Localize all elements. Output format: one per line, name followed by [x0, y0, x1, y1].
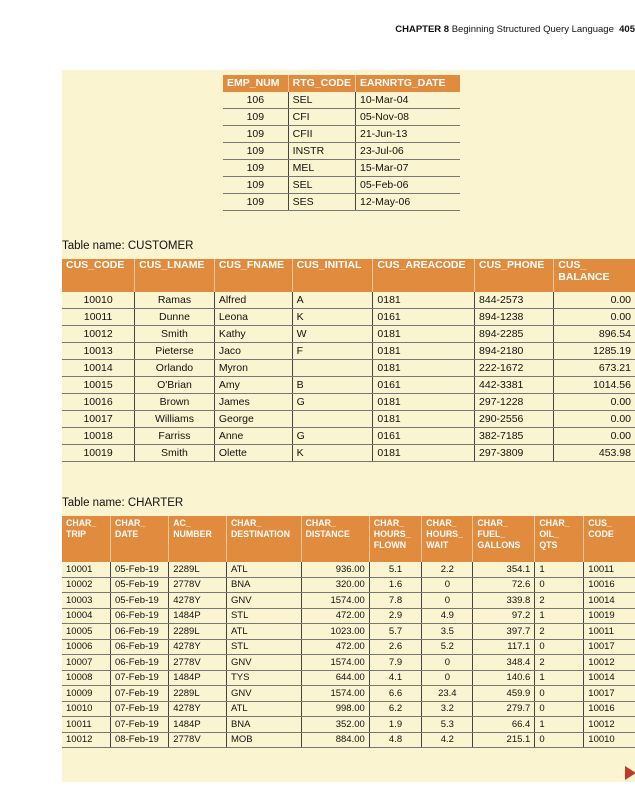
emp_rating-cell: 05-Nov-08 [356, 109, 461, 126]
charter-row [62, 639, 635, 655]
customer-cell: Alfred [214, 292, 292, 309]
customer-cell: 10011 [62, 309, 135, 326]
customer-body [62, 292, 635, 462]
charter-body [62, 562, 635, 748]
emp_rating-col-header: RTG_CODE [288, 75, 355, 92]
chapter-title: Beginning Structured Query Language [451, 24, 614, 35]
customer-row [62, 343, 635, 360]
charter-row [62, 577, 635, 593]
emp_rating-row [223, 143, 460, 160]
charter-cell: ATL [226, 624, 301, 640]
charter-cell: 2289L [169, 686, 227, 702]
page-header [395, 24, 635, 35]
customer-cell: W [292, 326, 373, 343]
charter-caption: Table name: CHARTER [62, 497, 184, 509]
charter-cell: 05-Feb-19 [110, 562, 168, 577]
charter-cell: 1574.00 [301, 686, 369, 702]
charter-cell: 06-Feb-19 [110, 655, 168, 671]
customer-cell [292, 360, 373, 377]
charter-col-header: CHAR_ DISTANCE [301, 516, 369, 562]
charter-cell: 2.9 [369, 608, 421, 624]
emp-rating-body [223, 92, 460, 211]
charter-cell: 97.2 [473, 608, 535, 624]
charter-row [62, 732, 635, 748]
charter-cell: 6.6 [369, 686, 421, 702]
charter-cell: 2289L [169, 624, 227, 640]
customer-col-header: CUS_FNAME [214, 259, 292, 292]
customer-cell: Jaco [214, 343, 292, 360]
charter-cell: 1 [535, 562, 584, 577]
charter-cell: 2778V [169, 655, 227, 671]
customer-cell: Smith [135, 445, 215, 462]
charter-cell: 0 [422, 670, 473, 686]
customer-cell: 0161 [373, 377, 475, 394]
customer-caption: Table name: CUSTOMER [62, 240, 194, 252]
emp_rating-cell: 109 [223, 143, 288, 160]
charter-cell: 07-Feb-19 [110, 670, 168, 686]
customer-cell: 10018 [62, 428, 135, 445]
customer-cell: 0181 [373, 394, 475, 411]
customer-cell: 1014.56 [554, 377, 635, 394]
customer-cell: 382-7185 [475, 428, 554, 445]
charter-cell: 117.1 [473, 639, 535, 655]
customer-cell: 0181 [373, 326, 475, 343]
charter-cell: 0 [535, 732, 584, 748]
customer-cell: Leona [214, 309, 292, 326]
charter-cell: 0 [422, 655, 473, 671]
charter-cell: 3.5 [422, 624, 473, 640]
emp_rating-cell: 12-May-06 [356, 194, 461, 211]
charter-cell: 7.9 [369, 655, 421, 671]
emp_rating-col-header: EARNRTG_DATE [356, 75, 461, 92]
charter-cell: 10003 [62, 593, 110, 609]
charter-cell: 10012 [584, 717, 635, 733]
charter-row [62, 562, 635, 577]
charter-col-header: CHAR_ HOURS_ WAIT [422, 516, 473, 562]
charter-cell: 10010 [584, 732, 635, 748]
charter-cell: BNA [226, 577, 301, 593]
charter-row [62, 655, 635, 671]
charter-cell: 936.00 [301, 562, 369, 577]
charter-cell: 5.1 [369, 562, 421, 577]
charter-cell: 884.00 [301, 732, 369, 748]
customer-cell: Myron [214, 360, 292, 377]
customer-cell: 0.00 [554, 309, 635, 326]
charter-cell: 2.2 [422, 562, 473, 577]
charter-cell: ATL [226, 701, 301, 717]
charter-cell: 7.8 [369, 593, 421, 609]
customer-cell: 844-2573 [475, 292, 554, 309]
customer-row [62, 377, 635, 394]
customer-cell: G [292, 428, 373, 445]
charter-cell: 5.7 [369, 624, 421, 640]
charter-cell: 10016 [584, 577, 635, 593]
emp_rating-cell: 109 [223, 194, 288, 211]
emp_rating-row [223, 194, 460, 211]
charter-cell: 10019 [584, 608, 635, 624]
customer-row [62, 428, 635, 445]
customer-cell: 894-2285 [475, 326, 554, 343]
customer-cell: 10017 [62, 411, 135, 428]
customer-col-header: CUS_CODE [62, 259, 135, 292]
charter-cell: GNV [226, 686, 301, 702]
emp_rating-cell: SES [288, 194, 355, 211]
charter-cell: 4.2 [422, 732, 473, 748]
customer-cell: 0.00 [554, 292, 635, 309]
emp_rating-cell: 10-Mar-04 [356, 92, 461, 109]
charter-cell: 1574.00 [301, 655, 369, 671]
emp_rating-cell: CFI [288, 109, 355, 126]
charter-cell: 10004 [62, 608, 110, 624]
customer-cell: 0161 [373, 309, 475, 326]
customer-cell: 0181 [373, 411, 475, 428]
customer-cell: Ramas [135, 292, 215, 309]
customer-cell: 10014 [62, 360, 135, 377]
charter-cell: 10002 [62, 577, 110, 593]
charter-cell: 2 [535, 624, 584, 640]
charter-row [62, 624, 635, 640]
customer-cell: Pieterse [135, 343, 215, 360]
customer-cell: Dunne [135, 309, 215, 326]
charter-cell: 10009 [62, 686, 110, 702]
emp-rating-table [223, 75, 460, 211]
charter-cell: 10017 [584, 639, 635, 655]
customer-cell: Williams [135, 411, 215, 428]
next-page-arrow-icon[interactable] [625, 766, 635, 780]
charter-cell: 2289L [169, 562, 227, 577]
charter-cell: 2.6 [369, 639, 421, 655]
customer-cell: 222-1672 [475, 360, 554, 377]
customer-cell: 673.21 [554, 360, 635, 377]
charter-cell: 6.2 [369, 701, 421, 717]
charter-cell: 215.1 [473, 732, 535, 748]
charter-cell: 459.9 [473, 686, 535, 702]
customer-cell: 442-3381 [475, 377, 554, 394]
customer-cell: K [292, 309, 373, 326]
charter-cell: GNV [226, 655, 301, 671]
charter-cell: 10014 [584, 670, 635, 686]
customer-col-header: CUS_INITIAL [292, 259, 373, 292]
customer-cell: 10015 [62, 377, 135, 394]
charter-cell: 10010 [62, 701, 110, 717]
charter-cell: ATL [226, 562, 301, 577]
charter-col-header: CUS_ CODE [584, 516, 635, 562]
charter-cell: 0 [535, 701, 584, 717]
charter-col-header: CHAR_ HOURS_ FLOWN [369, 516, 421, 562]
charter-col-header: CHAR_ FUEL_ GALLONS [473, 516, 535, 562]
charter-cell: 1.9 [369, 717, 421, 733]
charter-row [62, 670, 635, 686]
customer-cell: 10010 [62, 292, 135, 309]
charter-col-header: CHAR_ DESTINATION [226, 516, 301, 562]
customer-cell: 297-3809 [475, 445, 554, 462]
charter-cell: 1.6 [369, 577, 421, 593]
customer-cell: Orlando [135, 360, 215, 377]
customer-cell: 0.00 [554, 394, 635, 411]
customer-cell: Kathy [214, 326, 292, 343]
charter-cell: 06-Feb-19 [110, 639, 168, 655]
emp_rating-cell: 23-Jul-06 [356, 143, 461, 160]
charter-cell: 10006 [62, 639, 110, 655]
emp_rating-cell: MEL [288, 160, 355, 177]
charter-cell: 397.7 [473, 624, 535, 640]
charter-cell: 05-Feb-19 [110, 593, 168, 609]
charter-cell: 05-Feb-19 [110, 577, 168, 593]
charter-col-header: CHAR_ OIL_ QTS [535, 516, 584, 562]
charter-row [62, 717, 635, 733]
emp_rating-cell: SEL [288, 177, 355, 194]
customer-cell: 10013 [62, 343, 135, 360]
charter-cell: 07-Feb-19 [110, 686, 168, 702]
charter-cell: 1023.00 [301, 624, 369, 640]
charter-col-header: AC_ NUMBER [169, 516, 227, 562]
charter-cell: 0 [535, 686, 584, 702]
charter-cell: 1574.00 [301, 593, 369, 609]
charter-cell: 2 [535, 655, 584, 671]
customer-col-header: CUS_LNAME [135, 259, 215, 292]
customer-row [62, 360, 635, 377]
charter-cell: 3.2 [422, 701, 473, 717]
charter-row [62, 593, 635, 609]
charter-cell: 10005 [62, 624, 110, 640]
customer-cell: 0.00 [554, 411, 635, 428]
customer-cell: 453.98 [554, 445, 635, 462]
charter-cell: 1 [535, 608, 584, 624]
charter-cell: 10001 [62, 562, 110, 577]
charter-cell: 1484P [169, 717, 227, 733]
customer-row [62, 394, 635, 411]
charter-cell: 5.2 [422, 639, 473, 655]
charter-cell: 07-Feb-19 [110, 717, 168, 733]
charter-row [62, 701, 635, 717]
customer-cell: F [292, 343, 373, 360]
customer-cell: George [214, 411, 292, 428]
customer-cell: Olette [214, 445, 292, 462]
emp_rating-row [223, 160, 460, 177]
charter-cell: 10012 [584, 655, 635, 671]
charter-cell: 0 [422, 577, 473, 593]
customer-cell: 894-2180 [475, 343, 554, 360]
customer-col-header: CUS_PHONE [475, 259, 554, 292]
customer-cell: Anne [214, 428, 292, 445]
emp_rating-cell: CFII [288, 126, 355, 143]
customer-header-row [62, 259, 635, 292]
charter-cell: 998.00 [301, 701, 369, 717]
charter-cell: 06-Feb-19 [110, 608, 168, 624]
charter-cell: 472.00 [301, 639, 369, 655]
charter-cell: STL [226, 639, 301, 655]
charter-cell: 0 [535, 577, 584, 593]
emp_rating-col-header: EMP_NUM [223, 75, 288, 92]
charter-cell: 23.4 [422, 686, 473, 702]
charter-cell: 279.7 [473, 701, 535, 717]
customer-cell: 10019 [62, 445, 135, 462]
charter-cell: 2 [535, 593, 584, 609]
charter-cell: 4.9 [422, 608, 473, 624]
customer-cell: 0181 [373, 343, 475, 360]
charter-cell: 2778V [169, 577, 227, 593]
customer-cell: 10012 [62, 326, 135, 343]
customer-cell: G [292, 394, 373, 411]
customer-cell: 894-1238 [475, 309, 554, 326]
charter-col-header: CHAR_ TRIP [62, 516, 110, 562]
customer-cell: 290-2556 [475, 411, 554, 428]
emp-rating-header-row [223, 75, 460, 92]
charter-cell: 140.6 [473, 670, 535, 686]
emp_rating-cell: 109 [223, 126, 288, 143]
customer-col-header: CUS_ BALANCE [554, 259, 635, 292]
emp_rating-cell: 109 [223, 160, 288, 177]
customer-cell: 896.54 [554, 326, 635, 343]
charter-cell: 10016 [584, 701, 635, 717]
charter-cell: 0 [535, 639, 584, 655]
charter-cell: 1484P [169, 670, 227, 686]
chapter-label: CHAPTER 8 [395, 24, 450, 35]
charter-cell: 66.4 [473, 717, 535, 733]
customer-cell: 0.00 [554, 428, 635, 445]
charter-cell: 07-Feb-19 [110, 701, 168, 717]
customer-cell: Farriss [135, 428, 215, 445]
charter-cell: 472.00 [301, 608, 369, 624]
charter-cell: 4.1 [369, 670, 421, 686]
charter-cell: 06-Feb-19 [110, 624, 168, 640]
charter-col-header: CHAR_ DATE [110, 516, 168, 562]
charter-cell: 08-Feb-19 [110, 732, 168, 748]
emp_rating-row [223, 92, 460, 109]
customer-cell: B [292, 377, 373, 394]
emp_rating-cell: 106 [223, 92, 288, 109]
charter-cell: BNA [226, 717, 301, 733]
customer-cell: 1285.19 [554, 343, 635, 360]
customer-cell: 0161 [373, 428, 475, 445]
charter-cell: 10011 [62, 717, 110, 733]
customer-col-header: CUS_AREACODE [373, 259, 475, 292]
customer-cell: 0181 [373, 445, 475, 462]
charter-cell: GNV [226, 593, 301, 609]
charter-cell: 4.8 [369, 732, 421, 748]
customer-cell: 10016 [62, 394, 135, 411]
charter-row [62, 608, 635, 624]
charter-cell: 644.00 [301, 670, 369, 686]
charter-cell: 10012 [62, 732, 110, 748]
charter-row [62, 686, 635, 702]
customer-cell: K [292, 445, 373, 462]
customer-cell: Amy [214, 377, 292, 394]
customer-cell: 297-1228 [475, 394, 554, 411]
charter-cell: 1484P [169, 608, 227, 624]
charter-cell: 72.6 [473, 577, 535, 593]
charter-cell: 354.1 [473, 562, 535, 577]
customer-cell: 0181 [373, 360, 475, 377]
charter-cell: 1 [535, 670, 584, 686]
customer-row [62, 326, 635, 343]
customer-row [62, 309, 635, 326]
charter-cell: 352.00 [301, 717, 369, 733]
charter-cell: 348.4 [473, 655, 535, 671]
emp_rating-cell: 15-Mar-07 [356, 160, 461, 177]
customer-table [62, 259, 635, 462]
customer-row [62, 445, 635, 462]
customer-row [62, 292, 635, 309]
emp_rating-cell: 109 [223, 109, 288, 126]
charter-cell: 10011 [584, 562, 635, 577]
charter-cell: 10007 [62, 655, 110, 671]
emp_rating-row [223, 109, 460, 126]
charter-cell: 10008 [62, 670, 110, 686]
charter-cell: TYS [226, 670, 301, 686]
customer-cell: 0181 [373, 292, 475, 309]
emp_rating-cell: 05-Feb-06 [356, 177, 461, 194]
emp_rating-row [223, 126, 460, 143]
charter-cell: 10014 [584, 593, 635, 609]
charter-cell: 5.3 [422, 717, 473, 733]
customer-cell: O'Brian [135, 377, 215, 394]
charter-cell: 4278Y [169, 593, 227, 609]
customer-cell: James [214, 394, 292, 411]
customer-row [62, 411, 635, 428]
charter-cell: 2778V [169, 732, 227, 748]
charter-cell: 1 [535, 717, 584, 733]
charter-cell: MOB [226, 732, 301, 748]
charter-header-row [62, 516, 635, 562]
charter-table [62, 516, 635, 748]
charter-cell: 0 [422, 593, 473, 609]
page-number: 405 [619, 24, 635, 35]
charter-cell: 339.8 [473, 593, 535, 609]
customer-cell [292, 411, 373, 428]
charter-cell: STL [226, 608, 301, 624]
emp_rating-cell: INSTR [288, 143, 355, 160]
charter-cell: 10017 [584, 686, 635, 702]
emp_rating-cell: SEL [288, 92, 355, 109]
charter-cell: 4278Y [169, 701, 227, 717]
customer-cell: Smith [135, 326, 215, 343]
emp_rating-cell: 21-Jun-13 [356, 126, 461, 143]
customer-cell: A [292, 292, 373, 309]
customer-cell: Brown [135, 394, 215, 411]
charter-cell: 10011 [584, 624, 635, 640]
emp_rating-row [223, 177, 460, 194]
charter-cell: 4278Y [169, 639, 227, 655]
charter-cell: 320.00 [301, 577, 369, 593]
emp_rating-cell: 109 [223, 177, 288, 194]
